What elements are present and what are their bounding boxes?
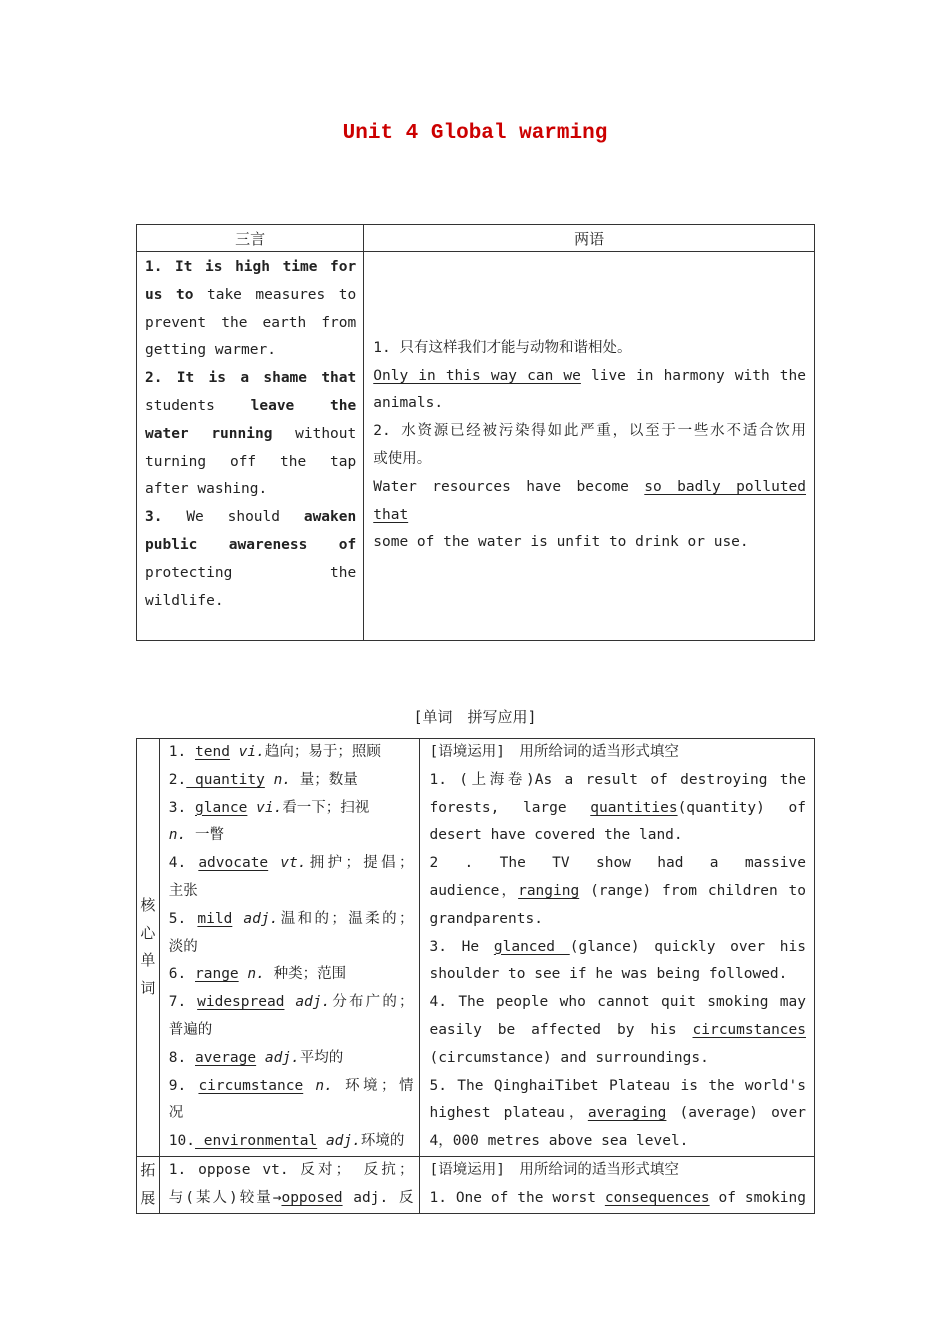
ex2-line3: grandparents.	[429, 910, 543, 927]
ex4-answer: circumstances	[692, 1021, 806, 1038]
ex3-line2: shoulder to see if he was being followed.	[429, 966, 788, 983]
label-char: 心	[140, 923, 156, 942]
part-of-speech: n.	[264, 771, 292, 788]
extension-label	[137, 1156, 160, 1213]
ex5-line3: 4，000 metres above sea level.	[429, 1133, 689, 1150]
header-liangyu: 两语	[364, 225, 815, 252]
chinese-meaning: 淡的	[168, 938, 198, 955]
q1-end: animals.	[373, 395, 444, 412]
extension-exercise-cell	[420, 1156, 815, 1213]
q2-end: some of the water is unfit to drink or use.	[373, 534, 749, 551]
label-char: 单	[140, 951, 156, 970]
q2-answer: so badly polluted that	[373, 478, 807, 523]
chinese-meaning: 看一下；扫视	[282, 799, 370, 816]
ex4-start: easily be affected by his	[429, 1021, 693, 1038]
sentences-table	[136, 224, 815, 641]
chinese-meaning: 温和的；温柔的；	[278, 910, 414, 927]
ext-start: 与(某人)较量→	[168, 1189, 282, 1206]
key-sentence-line: public awareness of	[145, 536, 357, 553]
label-char: 核	[140, 895, 156, 914]
q2-chinese-end: 或使用。	[373, 451, 432, 467]
core-word-answer: glance	[195, 799, 248, 816]
ex2-line2	[429, 878, 806, 906]
core-word-line	[169, 1100, 414, 1128]
chinese-meaning: 趋向；易于；照顾	[264, 744, 381, 760]
chinese-meaning: 拥护；提倡；	[306, 855, 414, 872]
chinese-meaning: 平均的	[299, 1049, 344, 1066]
key-sentence-line: students leave the	[145, 397, 357, 414]
label-char: 词	[140, 979, 156, 998]
core-word-line	[169, 878, 414, 906]
key-sentence-line: protecting the	[145, 564, 357, 581]
ext-ex1-answer: consequences	[604, 1189, 710, 1206]
core-word-lines	[169, 739, 414, 1156]
key-sentence-line: prevent the earth from	[145, 314, 357, 331]
core-exercise-cell	[420, 739, 815, 1157]
ex3-end: (glance) quickly over his	[569, 938, 807, 955]
core-word-line: 3. glance vi.看一下；扫视	[168, 799, 370, 816]
chinese-meaning: 环境；情	[332, 1077, 414, 1094]
ex3-start: 3. He	[429, 938, 494, 955]
ext-ex1	[429, 1185, 806, 1213]
part-of-speech: adj.	[256, 1049, 300, 1066]
core-word-answer: average	[195, 1049, 257, 1066]
part-of-speech: n.	[238, 966, 265, 983]
q1-rest: live in harmony with the	[580, 367, 806, 384]
chinese-meaning: 主张	[168, 882, 198, 899]
ex1-line3: desert have covered the land.	[429, 827, 683, 844]
core-word-list	[159, 739, 420, 1157]
q2-chinese: 2. 水资源已经被污染得如此严重，以至于一些水不适合饮用	[373, 423, 806, 440]
ex1-line2	[429, 795, 806, 823]
chinese-meaning: 普遍的	[168, 1021, 213, 1038]
part-of-speech: vi.	[229, 744, 265, 760]
header-sanyan: 三言	[137, 225, 364, 252]
core-word-line: 2. quantity n. 量；数量	[168, 771, 358, 788]
ex5-end: (average) over	[666, 1105, 806, 1122]
core-word-line: 10. environmental adj.环境的	[168, 1133, 405, 1150]
vocabulary-table	[136, 738, 815, 1214]
ext-answer: opposed	[281, 1189, 343, 1206]
part-of-speech: adj.	[232, 910, 279, 927]
part-of-speech: adj.	[317, 1133, 361, 1150]
core-word-line: 8. average adj.平均的	[168, 1049, 344, 1066]
chinese-meaning: 种类；范围	[264, 966, 347, 983]
key-sentence-line: 2. It is a shame that	[145, 370, 357, 387]
core-word-answer: advocate	[198, 855, 269, 872]
ex5-start: highest plateau，	[429, 1105, 588, 1122]
key-sentence-line: water running without	[145, 425, 357, 442]
core-word-answer: widespread	[197, 994, 285, 1011]
chinese-meaning: 分布广的；	[330, 994, 414, 1011]
key-sentences-cell	[137, 252, 364, 641]
ext-word-line2	[169, 1185, 414, 1213]
core-word-answer: tend	[195, 744, 230, 760]
core-word-line	[169, 1017, 414, 1045]
ex5-line2	[429, 1100, 806, 1128]
chinese-meaning: 况	[168, 1105, 184, 1122]
q2-english	[373, 474, 806, 530]
part-of-speech: n.	[303, 1077, 333, 1094]
core-word-answer: circumstance	[198, 1077, 304, 1094]
core-word-line: 4. advocate vt.拥护；提倡；	[168, 855, 414, 872]
ex1-answer: quantities	[590, 799, 678, 816]
ext-end: adj. 反	[342, 1189, 414, 1206]
ext-word-line1: 1. oppose vt. 反对； 反抗；	[168, 1161, 414, 1178]
core-word-answer: range	[195, 966, 239, 983]
ex4-line1: 4. The people who cannot quit smoking may	[429, 994, 806, 1011]
part-of-speech: n.	[168, 827, 187, 844]
ex5-line1: 5. The QinghaiTibet Plateau is the world's	[429, 1077, 806, 1094]
ex2-line1: 2 . The TV show had a massive	[429, 855, 806, 872]
core-word-line	[169, 934, 414, 962]
ex2-start: audience，	[429, 882, 519, 899]
core-word-line: 6. range n. 种类；范围	[168, 966, 347, 983]
ex4-line3: (circumstance) and surroundings.	[429, 1049, 709, 1066]
core-word-line	[169, 822, 414, 850]
key-sentence-line: after washing.	[145, 481, 268, 498]
key-sentence-line: turning off the tap	[145, 453, 357, 470]
core-word-answer: environmental	[195, 1133, 318, 1150]
core-word-line: 5. mild adj.温和的；温柔的；	[168, 910, 414, 927]
key-sentence-line: 3. We should awaken	[145, 509, 357, 526]
part-of-speech: vt.	[268, 855, 307, 872]
chinese-meaning: 环境的	[360, 1133, 405, 1150]
chinese-meaning: 一瞥	[186, 827, 224, 844]
document-title: Unit 4 Global warming	[342, 122, 608, 145]
q2-start: Water resources have become	[373, 478, 645, 495]
label-char: 展	[140, 1188, 156, 1207]
extension-word-cell	[159, 1156, 420, 1213]
ex5-answer: averaging	[587, 1105, 667, 1122]
ex1-start: forests, large	[429, 799, 591, 816]
key-sentence-line: wildlife.	[145, 592, 224, 609]
exercise-heading: [语境运用] 用所给词的适当形式填空	[429, 744, 679, 760]
ext-ex1-end: of smoking	[709, 1189, 806, 1206]
ext-exercise-heading: [语境运用] 用所给词的适当形式填空	[429, 1161, 679, 1178]
ex3-answer: glanced	[493, 938, 570, 955]
core-word-line: 1. tend vi.趋向；易于；照顾	[168, 744, 381, 760]
core-word-answer: quantity	[186, 771, 265, 788]
q1-chinese: 1. 只有这样我们才能与动物和谐相处。	[373, 339, 632, 356]
q1-english	[373, 363, 806, 391]
ext-ex1-start: 1. One of the worst	[429, 1189, 605, 1206]
ex2-answer: ranging	[518, 882, 580, 899]
q1-answer: Only in this way can we	[373, 367, 581, 384]
ex4-line2	[429, 1017, 806, 1045]
section-heading: [单词 拼写应用]	[413, 708, 537, 726]
key-sentence-line: getting warmer.	[145, 342, 276, 359]
key-sentences-list	[145, 254, 356, 615]
chinese-meaning: 量；数量	[291, 771, 358, 788]
translation-cell	[364, 252, 815, 641]
part-of-speech: vi.	[247, 799, 283, 816]
ex3-line1	[429, 934, 806, 962]
core-word-line: 7. widespread adj.分布广的；	[168, 994, 414, 1011]
core-word-line: 9. circumstance n. 环境；情	[168, 1077, 414, 1094]
part-of-speech: adj.	[284, 994, 331, 1011]
ex2-end: (range) from children to	[579, 882, 806, 899]
key-sentence-line: us to take measures to	[145, 286, 357, 303]
label-char: 拓	[140, 1160, 156, 1179]
core-word-answer: mild	[197, 910, 233, 927]
key-sentence-line: 1. It is high time for	[145, 259, 357, 275]
ex1-line1: 1. (上海卷)As a result of destroying the	[429, 771, 806, 788]
ex1-end: (quantity) of	[677, 799, 806, 816]
core-words-label	[137, 739, 160, 1157]
